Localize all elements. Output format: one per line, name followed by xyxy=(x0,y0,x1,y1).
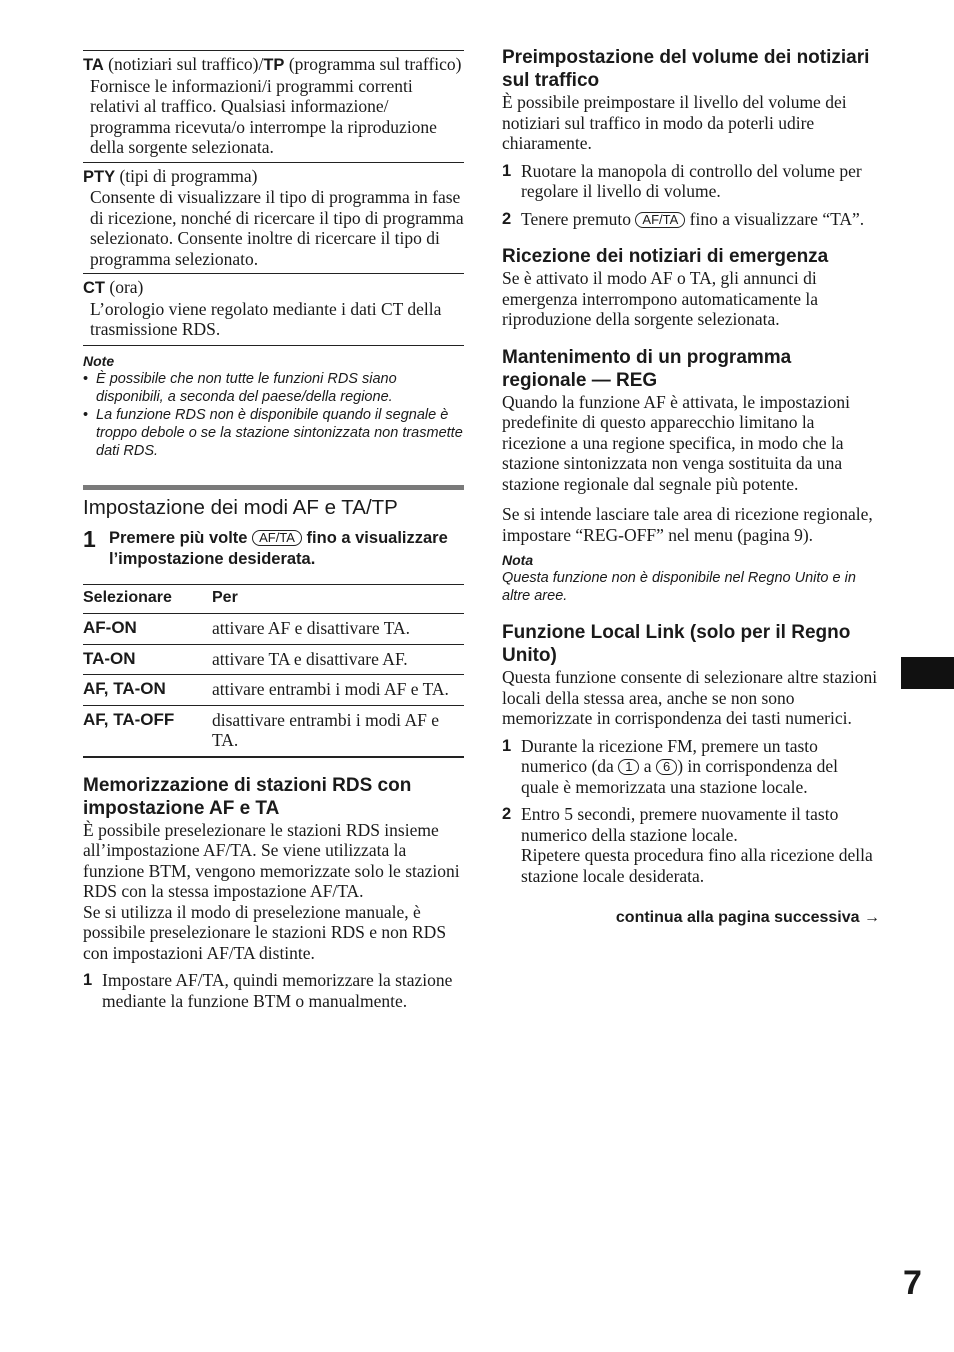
table-cell: AF, TA-OFF xyxy=(83,709,175,729)
table-cell: attivare AF e disattivare TA. xyxy=(212,618,411,638)
page-tab-marker xyxy=(901,657,954,689)
right-column xyxy=(502,46,880,929)
table-row xyxy=(83,614,464,645)
step-text: Durante la ricezione FM, premere un tasto numerico (da 1 a 6 ) in corrispondenza del quale è memorizzata una stazione locale. xyxy=(521,735,839,797)
step-1 xyxy=(83,525,464,570)
term-head: PTY (tipi di programma) xyxy=(83,165,258,186)
table-cell: TA-ON xyxy=(83,648,136,668)
step-number: 1 xyxy=(83,525,96,552)
note-title: Nota xyxy=(502,552,534,568)
note-box xyxy=(502,551,880,605)
step-item xyxy=(502,736,880,798)
table-cell: disattivare entrambi i modi AF e TA. xyxy=(212,709,439,750)
step-text: Tenere premuto AF/TA fino a visualizzare “TA”. xyxy=(521,208,865,229)
note-item: • È possibile che non tutte le funzioni RDS siano disponibili, a seconda del paese/della regione. xyxy=(83,370,464,406)
page-number: 7 xyxy=(903,1264,922,1302)
table-row xyxy=(83,675,464,706)
subsection-title: Preimpostazione del volume dei notiziari sul traffico xyxy=(502,47,870,91)
term-pty xyxy=(83,162,464,274)
term-head: TA (notiziari sul traffico)/TP (programma sul traffico) xyxy=(83,54,462,74)
column-header: Selezionare xyxy=(83,588,172,606)
paragraph: Questa funzione consente di selezionare altre stazioni locali della stessa area, anche se non sono memorizzate in corrispondenza dei tasti numerici. xyxy=(502,667,878,728)
step-number: 2 xyxy=(502,805,512,823)
step-number: 1 xyxy=(502,736,512,755)
note-text: Questa funzione non è disponibile nel Regno Unito e in altre aree. xyxy=(502,570,856,604)
step-item xyxy=(502,161,880,202)
step-number: 2 xyxy=(502,209,512,228)
paragraph: È possibile preimpostare il livello del volume dei notiziari sul traffico in modo da poterli udire chiaramente. xyxy=(502,92,847,153)
term-description: L’orologio viene regolato mediante i dati CT della trasmissione RDS. xyxy=(90,298,442,339)
af-ta-key: AF/TA xyxy=(252,530,302,546)
step-text: Entro 5 secondi, premere nuovamente il tasto numerico della stazione locale. Ripetere questa procedura fino alla ricezione della stazione locale desiderata. xyxy=(521,804,873,886)
subsection-title: Funzione Local Link (solo per il Regno Unito) xyxy=(502,622,851,666)
af-ta-key: AF/TA xyxy=(635,212,685,228)
left-column xyxy=(83,50,464,1011)
term-ta-tp xyxy=(83,50,464,162)
continue-link: continua alla pagina successiva → xyxy=(615,909,880,926)
paragraph: È possibile preselezionare le stazioni RDS insieme all’impostazione AF/TA. Se viene utilizzata la funzione BTM, vengono memorizzate solo le stazioni RDS con la stessa impostazione AF/TA. xyxy=(83,819,460,901)
step-item xyxy=(502,804,880,886)
section-title: Impostazione dei modi AF e TA/TP xyxy=(83,495,398,519)
table-cell: attivare entrambi i modi AF e TA. xyxy=(212,679,449,699)
step-text: Premere più volte AF/TA fino a visualizzare l’impostazione desiderata. xyxy=(109,528,448,568)
step-item xyxy=(83,970,464,1011)
section-divider xyxy=(83,485,464,490)
step-number: 1 xyxy=(502,161,512,180)
note-title: Note xyxy=(83,352,115,369)
paragraph: Se è attivato il modo AF o TA, gli annunci di emergenza interrompono automaticamente la riproduzione della sorgente selezionata. xyxy=(502,268,818,329)
number-key-6: 6 xyxy=(656,759,677,775)
paragraph: Se si utilizza il modo di preselezione manuale, è possibile preselezionare le stazioni RDS e non RDS con impostazioni AF/TA distinte. xyxy=(83,901,447,963)
step-number: 1 xyxy=(83,971,93,989)
step-text: Ruotare la manopola di controllo del volume per regolare il livello di volume. xyxy=(521,160,862,201)
table-row xyxy=(83,705,464,757)
term-ct xyxy=(83,273,464,346)
subsection-title: Mantenimento di un programma regionale — REG xyxy=(502,346,792,391)
paragraph: Se si intende lasciare tale area di ricezione regionale, impostare “REG-OFF” nel menu (pagina 9). xyxy=(502,504,873,545)
note-item: • La funzione RDS non è disponibile quando il segnale è troppo debole o se la stazione sintonizzata non trasmette dati RDS. xyxy=(83,406,464,460)
paragraph: Quando la funzione AF è attivata, le impostazioni predefinite di questo apparecchio limitano la ricezione a una regione specifica, in modo che la stazione sintonizzata non venga sostituita da una stazione regionale dal segnale più potente. xyxy=(502,391,850,494)
column-header: Per xyxy=(212,588,238,606)
settings-table xyxy=(83,584,464,758)
number-key-1: 1 xyxy=(618,759,639,775)
term-description: Fornisce le informazioni/i programmi correnti relativi al traffico. Qualsiasi informazione/ programma ricevuta/o interrompe la riproduzione della sorgente selezionata. xyxy=(90,75,437,157)
term-head: CT (ora) xyxy=(83,277,144,297)
step-text: Impostare AF/TA, quindi memorizzare la stazione mediante la funzione BTM o manualmente. xyxy=(102,970,453,1011)
table-cell: AF, TA-ON xyxy=(83,679,166,698)
subsection-title: Memorizzazione di stazioni RDS con impostazione AF e TA xyxy=(83,774,412,819)
step-item xyxy=(502,209,880,230)
table-cell: attivare TA e disattivare AF. xyxy=(212,648,408,669)
subsection-title: Ricezione dei notiziari di emergenza xyxy=(502,246,829,267)
table-header-row xyxy=(83,584,464,614)
note-box xyxy=(83,352,464,460)
table-row xyxy=(83,644,464,675)
table-cell: AF-ON xyxy=(83,618,137,637)
term-description: Consente di visualizzare il tipo di programma in fase di ricezione, nonché di ricercare il tipo di programma selezionato. Consente inoltre di ricercare il tipo di programma selezionato. xyxy=(90,187,464,269)
